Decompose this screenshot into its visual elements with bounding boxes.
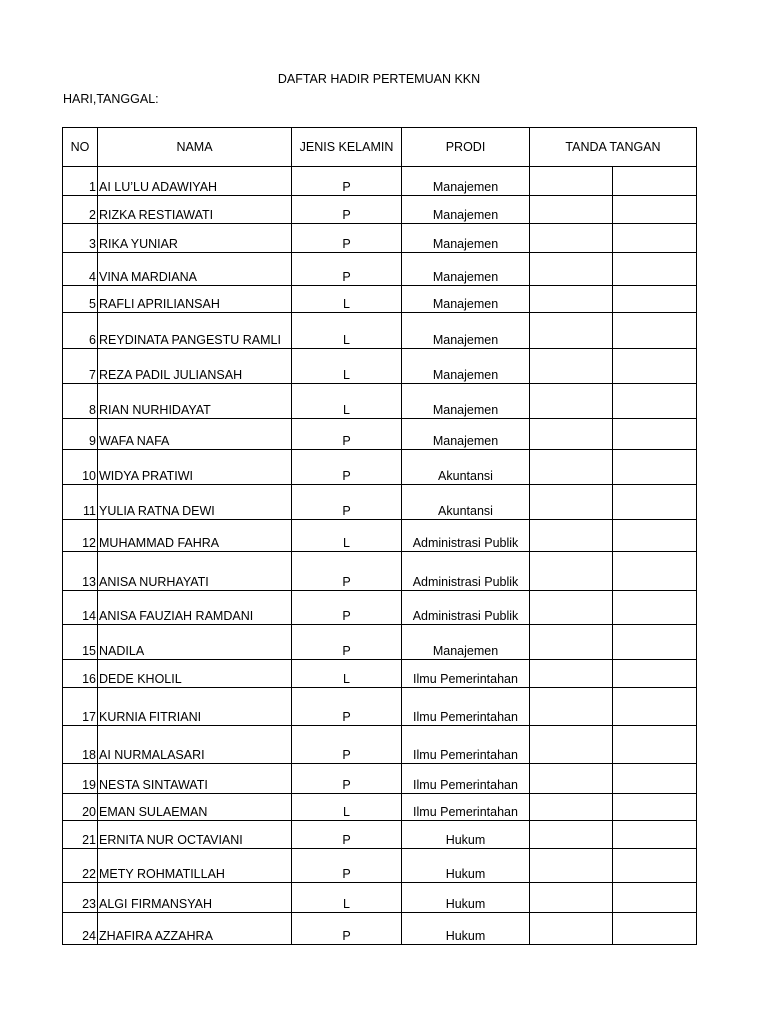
nama-cell: RIZKA RESTIAWATI <box>98 196 292 224</box>
nama-cell: METY ROHMATILLAH <box>98 849 292 883</box>
nama-cell: MUHAMMAD FAHRA <box>98 520 292 552</box>
table-row <box>63 660 697 688</box>
no-cell: 13 <box>63 552 98 591</box>
table-row <box>63 253 697 286</box>
prodi-cell: Administrasi Publik <box>402 520 530 552</box>
nama-cell: AI LU’LU ADAWIYAH <box>98 167 292 196</box>
signature-cell-right <box>613 726 697 764</box>
no-cell: 9 <box>63 419 98 450</box>
prodi-cell: Manajemen <box>402 196 530 224</box>
table-row <box>63 849 697 883</box>
no-cell: 3 <box>63 224 98 253</box>
signature-cell-left <box>530 384 613 419</box>
prodi-cell: Administrasi Publik <box>402 591 530 625</box>
no-cell: 15 <box>63 625 98 660</box>
table-row <box>63 224 697 253</box>
prodi-cell: Hukum <box>402 821 530 849</box>
nama-cell: DEDE KHOLIL <box>98 660 292 688</box>
prodi-cell: Manajemen <box>402 625 530 660</box>
prodi-cell: Ilmu Pemerintahan <box>402 794 530 821</box>
jenis-kelamin-cell: P <box>292 821 402 849</box>
signature-cell-right <box>613 520 697 552</box>
signature-cell-right <box>613 286 697 313</box>
jenis-kelamin-cell: P <box>292 450 402 485</box>
document-title: DAFTAR HADIR PERTEMUAN KKN <box>277 72 481 86</box>
prodi-cell: Akuntansi <box>402 485 530 520</box>
signature-cell-right <box>613 913 697 945</box>
nama-cell: RIKA YUNIAR <box>98 224 292 253</box>
jenis-kelamin-cell: L <box>292 286 402 313</box>
nama-cell: WAFA NAFA <box>98 419 292 450</box>
jenis-kelamin-cell: P <box>292 591 402 625</box>
no-cell: 20 <box>63 794 98 821</box>
nama-cell: NESTA SINTAWATI <box>98 764 292 794</box>
no-cell: 6 <box>63 313 98 349</box>
signature-cell-left <box>530 883 613 913</box>
nama-cell: AI NURMALASARI <box>98 726 292 764</box>
signature-cell-left <box>530 485 613 520</box>
date-label: HARI,TANGGAL: <box>63 92 159 106</box>
signature-cell-right <box>613 591 697 625</box>
signature-cell-right <box>613 313 697 349</box>
prodi-cell: Hukum <box>402 913 530 945</box>
table-row <box>63 625 697 660</box>
signature-cell-left <box>530 552 613 591</box>
signature-cell-right <box>613 883 697 913</box>
nama-cell: KURNIA FITRIANI <box>98 688 292 726</box>
prodi-cell: Ilmu Pemerintahan <box>402 726 530 764</box>
signature-cell-right <box>613 688 697 726</box>
signature-cell-right <box>613 384 697 419</box>
header-prodi: PRODI <box>402 128 530 167</box>
nama-cell: RIAN NURHIDAYAT <box>98 384 292 419</box>
signature-cell-right <box>613 764 697 794</box>
signature-cell-left <box>530 821 613 849</box>
table-row <box>63 196 697 224</box>
no-cell: 18 <box>63 726 98 764</box>
prodi-cell: Ilmu Pemerintahan <box>402 660 530 688</box>
jenis-kelamin-cell: P <box>292 625 402 660</box>
header-jenis-kelamin: JENIS KELAMIN <box>292 128 402 167</box>
prodi-cell: Manajemen <box>402 349 530 384</box>
jenis-kelamin-cell: P <box>292 253 402 286</box>
nama-cell: WIDYA PRATIWI <box>98 450 292 485</box>
table-row <box>63 313 697 349</box>
jenis-kelamin-cell: P <box>292 726 402 764</box>
signature-cell-right <box>613 625 697 660</box>
table-row <box>63 419 697 450</box>
table-row <box>63 764 697 794</box>
no-cell: 23 <box>63 883 98 913</box>
signature-cell-left <box>530 520 613 552</box>
no-cell: 1 <box>63 167 98 196</box>
table-row <box>63 688 697 726</box>
table-row <box>63 384 697 419</box>
no-cell: 21 <box>63 821 98 849</box>
header-no: NO <box>63 128 98 167</box>
jenis-kelamin-cell: P <box>292 224 402 253</box>
signature-cell-right <box>613 660 697 688</box>
table-row <box>63 552 697 591</box>
nama-cell: ANISA NURHAYATI <box>98 552 292 591</box>
signature-cell-left <box>530 224 613 253</box>
prodi-cell: Manajemen <box>402 224 530 253</box>
no-cell: 11 <box>63 485 98 520</box>
signature-cell-left <box>530 253 613 286</box>
table-row <box>63 591 697 625</box>
table-row <box>63 520 697 552</box>
jenis-kelamin-cell: L <box>292 520 402 552</box>
signature-cell-right <box>613 794 697 821</box>
signature-cell-left <box>530 591 613 625</box>
jenis-kelamin-cell: L <box>292 313 402 349</box>
prodi-cell: Hukum <box>402 849 530 883</box>
no-cell: 16 <box>63 660 98 688</box>
nama-cell: ZHAFIRA AZZAHRA <box>98 913 292 945</box>
prodi-cell: Hukum <box>402 883 530 913</box>
no-cell: 12 <box>63 520 98 552</box>
no-cell: 19 <box>63 764 98 794</box>
jenis-kelamin-cell: P <box>292 849 402 883</box>
no-cell: 7 <box>63 349 98 384</box>
prodi-cell: Manajemen <box>402 286 530 313</box>
signature-cell-left <box>530 726 613 764</box>
signature-cell-left <box>530 660 613 688</box>
nama-cell: REZA PADIL JULIANSAH <box>98 349 292 384</box>
jenis-kelamin-cell: P <box>292 764 402 794</box>
jenis-kelamin-cell: P <box>292 485 402 520</box>
signature-cell-left <box>530 286 613 313</box>
jenis-kelamin-cell: P <box>292 419 402 450</box>
no-cell: 8 <box>63 384 98 419</box>
no-cell: 22 <box>63 849 98 883</box>
jenis-kelamin-cell: P <box>292 913 402 945</box>
signature-cell-right <box>613 349 697 384</box>
jenis-kelamin-cell: P <box>292 688 402 726</box>
jenis-kelamin-cell: L <box>292 883 402 913</box>
nama-cell: RAFLI APRILIANSAH <box>98 286 292 313</box>
signature-cell-left <box>530 794 613 821</box>
signature-cell-right <box>613 552 697 591</box>
prodi-cell: Akuntansi <box>402 450 530 485</box>
jenis-kelamin-cell: P <box>292 196 402 224</box>
signature-cell-right <box>613 821 697 849</box>
jenis-kelamin-cell: L <box>292 349 402 384</box>
header-tanda-tangan: TANDA TANGAN <box>530 128 697 167</box>
signature-cell-left <box>530 688 613 726</box>
table-row <box>63 913 697 945</box>
table-row <box>63 286 697 313</box>
no-cell: 17 <box>63 688 98 726</box>
signature-cell-right <box>613 224 697 253</box>
nama-cell: ALGI FIRMANSYAH <box>98 883 292 913</box>
nama-cell: EMAN SULAEMAN <box>98 794 292 821</box>
nama-cell: ANISA FAUZIAH RAMDANI <box>98 591 292 625</box>
no-cell: 4 <box>63 253 98 286</box>
table-row <box>63 726 697 764</box>
signature-cell-right <box>613 253 697 286</box>
table-row <box>63 349 697 384</box>
no-cell: 10 <box>63 450 98 485</box>
table-row <box>63 450 697 485</box>
jenis-kelamin-cell: L <box>292 794 402 821</box>
jenis-kelamin-cell: L <box>292 660 402 688</box>
prodi-cell: Manajemen <box>402 384 530 419</box>
signature-cell-left <box>530 167 613 196</box>
signature-cell-right <box>613 196 697 224</box>
table-row <box>63 794 697 821</box>
signature-cell-right <box>613 450 697 485</box>
signature-cell-left <box>530 849 613 883</box>
prodi-cell: Manajemen <box>402 253 530 286</box>
signature-cell-right <box>613 419 697 450</box>
no-cell: 14 <box>63 591 98 625</box>
jenis-kelamin-cell: P <box>292 167 402 196</box>
header-row <box>63 128 697 167</box>
prodi-cell: Manajemen <box>402 313 530 349</box>
signature-cell-right <box>613 849 697 883</box>
prodi-cell: Ilmu Pemerintahan <box>402 764 530 794</box>
signature-cell-right <box>613 167 697 196</box>
table-row <box>63 167 697 196</box>
no-cell: 24 <box>63 913 98 945</box>
table-row <box>63 883 697 913</box>
table-row <box>63 821 697 849</box>
nama-cell: ERNITA NUR OCTAVIANI <box>98 821 292 849</box>
signature-cell-left <box>530 913 613 945</box>
nama-cell: REYDINATA PANGESTU RAMLI <box>98 313 292 349</box>
no-cell: 2 <box>63 196 98 224</box>
signature-cell-left <box>530 313 613 349</box>
signature-cell-left <box>530 625 613 660</box>
prodi-cell: Ilmu Pemerintahan <box>402 688 530 726</box>
prodi-cell: Manajemen <box>402 419 530 450</box>
jenis-kelamin-cell: L <box>292 384 402 419</box>
prodi-cell: Manajemen <box>402 167 530 196</box>
jenis-kelamin-cell: P <box>292 552 402 591</box>
table-row <box>63 485 697 520</box>
signature-cell-left <box>530 450 613 485</box>
signature-cell-left <box>530 419 613 450</box>
nama-cell: VINA MARDIANA <box>98 253 292 286</box>
signature-cell-right <box>613 485 697 520</box>
signature-cell-left <box>530 349 613 384</box>
attendance-table <box>62 127 697 945</box>
signature-cell-left <box>530 764 613 794</box>
header-nama: NAMA <box>98 128 292 167</box>
no-cell: 5 <box>63 286 98 313</box>
prodi-cell: Administrasi Publik <box>402 552 530 591</box>
signature-cell-left <box>530 196 613 224</box>
nama-cell: NADILA <box>98 625 292 660</box>
nama-cell: YULIA RATNA DEWI <box>98 485 292 520</box>
